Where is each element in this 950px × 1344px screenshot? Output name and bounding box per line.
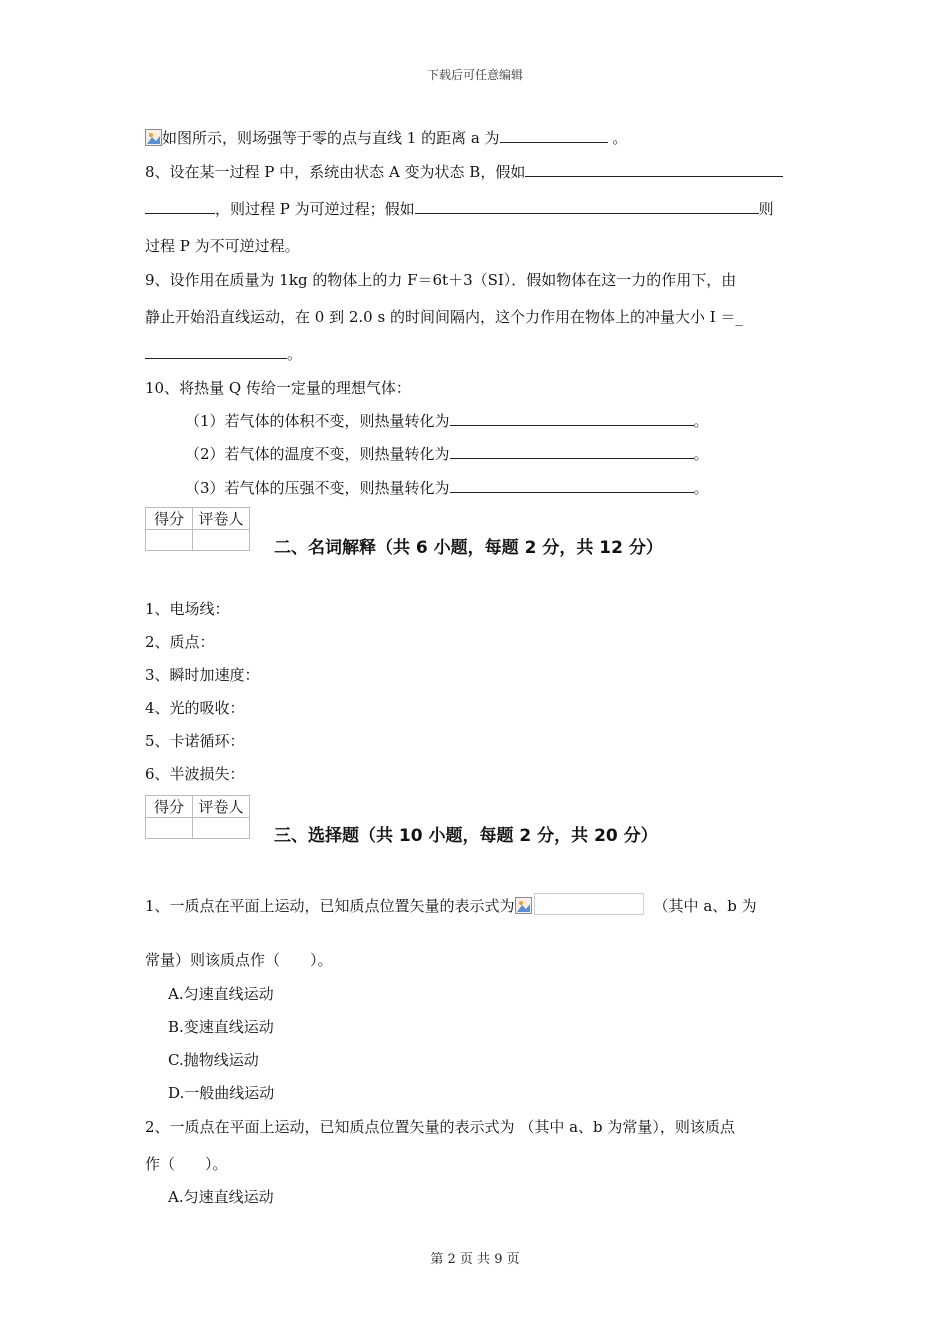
option-c: C.抛物线运动 — [168, 1051, 259, 1069]
section-2-title: 二、名词解释（共 6 小题，每题 2 分，共 12 分） — [274, 538, 663, 558]
grader-cell — [193, 530, 250, 551]
question-10-item-2: （2）若气体的温度不变，则热量转化为 。 — [185, 445, 709, 463]
term-item: 1、电场线： — [145, 600, 230, 618]
question-10-intro: 10、将热量 Q 传给一定量的理想气体： — [145, 379, 411, 397]
answer-blank — [450, 478, 694, 493]
question-7: 如图所示，则场强等于零的点与直线 1 的距离 a 为 。 — [145, 128, 627, 148]
score-label: 得分 — [146, 508, 193, 530]
term-item: 6、半波损失： — [145, 765, 245, 783]
question-10-item-1: （1）若气体的体积不变，则热量转化为 。 — [185, 412, 709, 430]
question-9-line2: 静止开始沿直线运动，在 0 到 2.0 s 的时间间隔内，这个力作用在物体上的冲量大小 I ＝_ — [145, 308, 743, 326]
question-8-line1: 8、设在某一过程 P 中，系统由状态 A 变为状态 B，假如 — [145, 162, 783, 182]
score-cell — [146, 818, 193, 839]
broken-image-icon — [145, 129, 162, 146]
term-item: 4、光的吸收： — [145, 699, 245, 717]
answer-blank — [145, 344, 287, 359]
question-10-item-3: （3）若气体的压强不变，则热量转化为 。 — [185, 479, 709, 497]
score-cell — [146, 530, 193, 551]
choice-question-1-line2: 常量）则该质点作（ ）。 — [145, 951, 333, 969]
grader-label: 评卷人 — [193, 508, 250, 530]
choice-question-2-line2: 作（ ）。 — [145, 1155, 228, 1173]
term-item: 2、质点： — [145, 633, 215, 651]
question-9-line3: 。 — [145, 344, 302, 364]
section-3-title: 三、选择题（共 10 小题，每题 2 分，共 20 分） — [274, 826, 658, 846]
option-d: D.一般曲线运动 — [168, 1084, 275, 1102]
choice-question-1: 1、一质点在平面上运动，已知质点位置矢量的表示式为 （其中 a、b 为 — [145, 893, 757, 916]
answer-blank — [450, 444, 694, 459]
score-box — [145, 795, 250, 839]
question-8-line3: 过程 P 为不可逆过程。 — [145, 237, 300, 255]
score-label: 得分 — [146, 796, 193, 818]
page-footer: 第 2 页 共 9 页 — [430, 1252, 520, 1267]
choice-question-2: 2、一质点在平面上运动，已知质点位置矢量的表示式为 （其中 a、b 为常量），则该质点 — [145, 1118, 735, 1136]
option-b: B.变速直线运动 — [168, 1018, 274, 1036]
answer-blank — [500, 128, 608, 143]
question-8-line2: ，则过程 P 为可逆过程；假如 则 — [145, 199, 774, 219]
page-header: 下载后可任意编辑 — [426, 68, 523, 82]
option-a: A.匀速直线运动 — [168, 1188, 274, 1206]
score-box — [145, 507, 250, 551]
question-7-text: 如图所示，则场强等于零的点与直线 1 的距离 a 为 — [162, 129, 500, 147]
term-item: 3、瞬时加速度： — [145, 666, 260, 684]
answer-blank — [415, 199, 759, 214]
grader-label: 评卷人 — [193, 796, 250, 818]
answer-blank — [525, 162, 783, 177]
grader-cell — [193, 818, 250, 839]
question-9-line1: 9、设作用在质量为 1kg 的物体上的力 F＝6t＋3（SI）．假如物体在这一力的作用下，由 — [145, 271, 737, 289]
answer-blank — [145, 199, 215, 214]
broken-image-icon — [515, 897, 532, 914]
formula-image-placeholder — [534, 893, 644, 915]
option-a: A.匀速直线运动 — [168, 985, 274, 1003]
answer-blank — [450, 411, 694, 426]
term-item: 5、卡诺循环： — [145, 732, 245, 750]
